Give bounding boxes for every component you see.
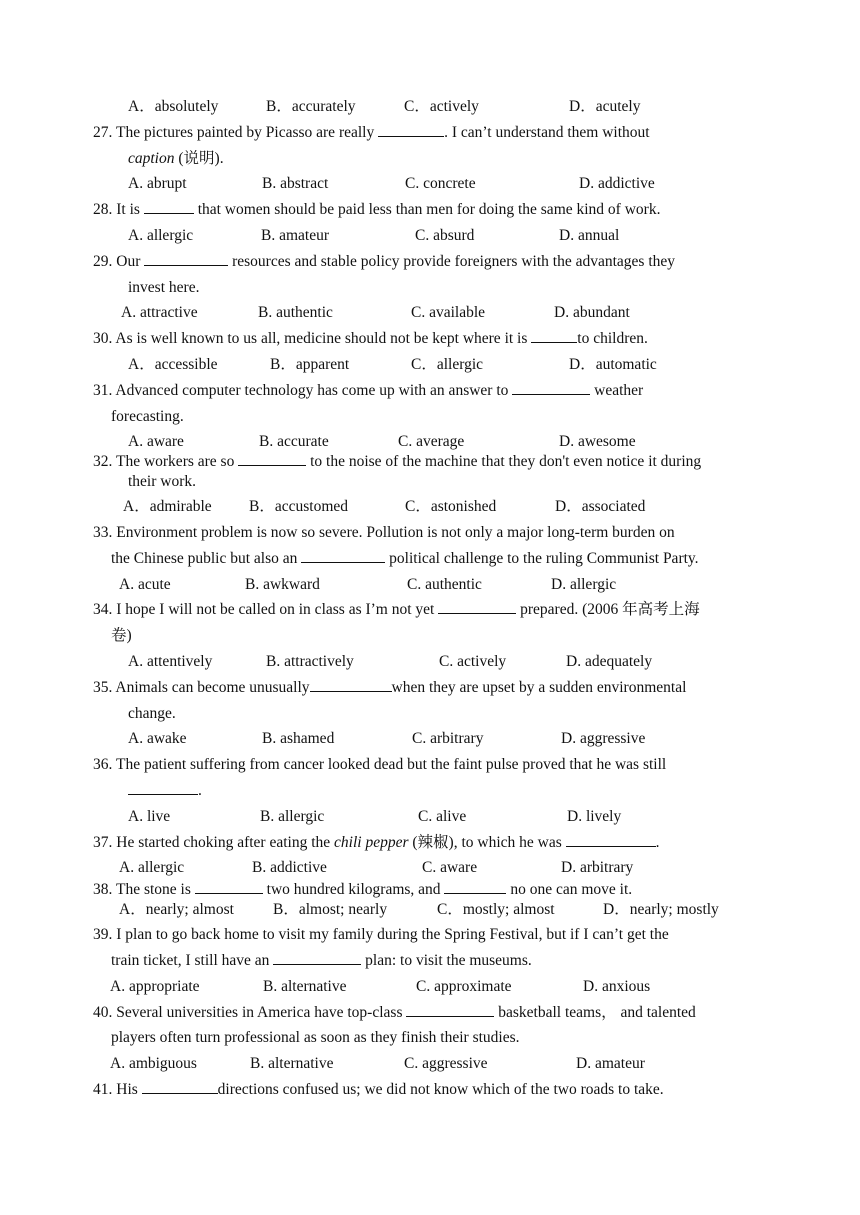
question-39-line2: train ticket, I still have an plan: to visit the museums. [111,951,532,969]
option-a: A. live [128,807,171,825]
option-d: D. amateur [576,1055,645,1073]
question-number: 27. [93,123,113,141]
q35-options [93,726,769,752]
option-d: D. awesome [559,433,636,451]
question-34-line2: 卷) [111,627,132,645]
question-32: 32. The workers are so to the noise of the machine that they don't even notice it during [93,453,702,471]
question-37: 37. He started choking after eating the chili pepper (辣椒), to which he was . [93,833,660,851]
answer-blank [406,1002,494,1017]
question-40-line2: players often turn professional as soon as they finish their studies. [111,1029,520,1047]
answer-blank [310,677,392,692]
question-number: 28. [93,201,113,219]
option-d: D．associated [555,498,646,516]
option-a: A. awake [128,730,187,748]
option-c: C．allergic [411,355,484,373]
answer-blank [142,1079,218,1094]
question-34: 34. I hope I will not be called on in class as I’m not yet prepared. (2006 年高考上海 [93,601,700,619]
option-b: B. ashamed [262,730,335,748]
q34-options [93,649,769,675]
option-a: A．absolutely [128,98,219,115]
q30-options [93,352,769,378]
exam-page [93,94,769,1103]
question-31-line2: forecasting. [111,407,184,425]
option-b: B. alternative [263,977,347,995]
option-c: C. available [411,304,486,322]
question-number: 29. [93,252,113,270]
option-d: D．automatic [569,355,657,373]
q38-options [93,900,769,920]
option-b: B. accurate [259,433,329,451]
option-b: B．accurately [266,98,356,115]
option-a: A. aware [128,433,184,451]
option-c: C. arbitrary [412,730,484,748]
question-29-line2: invest here. [128,278,200,296]
question-number: 37. [93,833,113,851]
answer-blank [438,599,516,614]
option-d: D. aggressive [561,730,646,748]
question-36: 36. The patient suffering from cancer looked dead but the faint pulse proved that he was still [93,756,667,774]
question-40: 40. Several universities in America have top-class basketball teams， and talented [93,1003,696,1021]
option-b: B. alternative [250,1055,334,1073]
answer-blank [195,879,263,894]
option-d: D. arbitrary [561,859,634,877]
option-a: A. ambiguous [110,1055,197,1073]
q39-options [93,974,769,1000]
option-b: B. addictive [252,859,327,877]
q40-options [93,1051,769,1077]
option-a: A. attentively [128,652,213,670]
question-number: 32. [93,453,113,471]
q33-options [93,572,769,598]
option-b: B. allergic [260,807,325,825]
option-c: C. authentic [407,575,482,593]
q32-options [93,494,769,520]
question-number: 36. [93,756,113,774]
option-d: D. addictive [579,175,655,193]
option-c: C. alive [418,807,467,825]
answer-blank [512,380,590,395]
answer-blank [273,950,361,965]
option-a: A. allergic [128,226,194,244]
question-number: 39. [93,926,113,944]
option-d: D. abundant [554,304,630,322]
q26-options [93,94,769,120]
question-29: 29. Our resources and stable policy provide foreigners with the advantages they [93,252,676,270]
question-number: 30. [93,330,113,348]
question-30: 30. As is well known to us all, medicine should not be kept where it is to children. [93,330,648,348]
option-c: C. absurd [415,226,475,244]
option-d: D. lively [567,807,622,825]
q36-options [93,804,769,830]
option-b: B．accustomed [249,498,349,516]
option-a: A. allergic [119,859,185,877]
option-a: A．admirable [123,498,212,516]
question-number: 33. [93,523,113,541]
option-b: B．almost; nearly [273,901,388,919]
option-d: D. annual [559,226,620,244]
answer-blank [444,879,506,894]
q29-options [93,300,769,326]
question-31: 31. Advanced computer technology has come up with an answer to weather [93,381,644,399]
answer-blank [301,548,385,563]
answer-blank [144,199,194,214]
option-d: D．acutely [569,98,641,115]
option-a: A. attractive [121,304,198,322]
q37-options [93,855,769,881]
option-b: B. awkward [245,575,320,593]
question-32-line2: their work. [128,473,197,491]
question-41: 41. His directions confused us; we did not know which of the two roads to take. [93,1080,664,1098]
question-number: 40. [93,1003,113,1021]
question-27: 27. The pictures painted by Picasso are really . I can’t understand them without [93,123,650,141]
option-d: D．nearly; mostly [603,901,719,919]
question-number: 31. [93,381,113,399]
answer-blank [128,780,198,795]
option-c: C．astonished [405,498,497,516]
answer-blank [531,328,577,343]
option-a: A. abrupt [128,175,187,193]
question-35-line2: change. [128,704,176,722]
option-b: B. attractively [266,652,354,670]
option-b: B. abstract [262,175,329,193]
question-number: 41. [93,1080,113,1098]
option-b: B．apparent [270,355,350,373]
question-number: 35. [93,678,113,696]
answer-blank [144,251,228,266]
q28-options [93,223,769,249]
answer-blank [566,832,656,847]
answer-blank [238,451,306,466]
option-c: C. concrete [405,175,476,193]
option-d: D. adequately [566,652,653,670]
option-c: C. actively [439,652,507,670]
question-28: 28. It is that women should be paid less than men for doing the same kind of work. [93,201,661,219]
option-b: B. amateur [261,226,330,244]
question-36-line2: . [93,778,769,804]
option-c: C．mostly; almost [437,901,555,919]
question-number: 38. [93,881,113,899]
option-b: B. authentic [258,304,333,322]
option-d: D. allergic [551,575,617,593]
question-38: 38. The stone is two hundred kilograms, and no one can move it. [93,881,633,899]
question-35: 35. Animals can become unusually when they are upset by a sudden environmental [93,678,687,696]
option-d: D. anxious [583,977,651,995]
q27-options [93,171,769,197]
option-c: C. average [398,433,465,451]
option-a: A．nearly; almost [119,901,234,919]
option-c: C. aware [422,859,478,877]
question-33: 33. Environment problem is now so severe. Pollution is not only a major long-term burden on [93,523,675,541]
question-39: 39. I plan to go back home to visit my family during the Spring Festival, but if I can’t get the [93,926,669,944]
option-a: A. appropriate [110,977,200,995]
option-a: A. acute [119,575,171,593]
option-c: C. aggressive [404,1055,488,1073]
option-a: A．accessible [128,355,218,373]
question-33-line2: the Chinese public but also an political challenge to the ruling Communist Party. [111,549,699,567]
answer-blank [378,122,444,137]
option-c: C．actively [404,98,479,115]
question-27-line2: caption (说明). [128,149,224,167]
question-number: 34. [93,601,113,619]
option-c: C. approximate [416,977,512,995]
